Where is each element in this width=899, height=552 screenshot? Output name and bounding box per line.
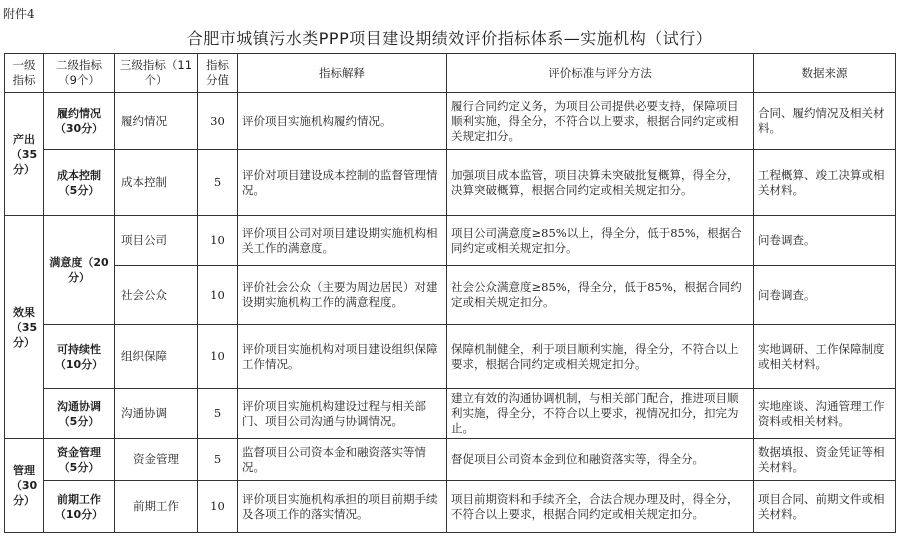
indicator-table <box>4 53 896 533</box>
header-row <box>5 54 896 93</box>
level2-sustainability: 可持续性（10分） <box>44 325 115 389</box>
criteria-cell: 项目前期资料和手续齐全，合法合规办理及时，得全分，不符合以上要求，根据合同约定或相关规定扣分。 <box>447 481 754 533</box>
explanation-cell: 评价项目公司对项目建设期实施机构相关工作的满意度。 <box>238 216 447 266</box>
header-source: 数据来源 <box>754 54 896 93</box>
source-cell: 工程概算、竣工决算或相关材料。 <box>754 150 896 216</box>
source-cell: 问卷调查。 <box>754 216 896 266</box>
source-cell: 实地调研、工作保障制度或相关材料。 <box>754 325 896 389</box>
table-row <box>5 266 896 325</box>
criteria-cell: 保障机制健全，利于项目顺利实施，得全分，不符合以上要求，根据合同约定或相关规定扣分。 <box>447 325 754 389</box>
source-cell: 数据填报、资金凭证等相关材料。 <box>754 439 896 481</box>
level3-cell: 组织保障 <box>115 325 198 389</box>
source-cell: 实地座谈、沟通管理工作资料或相关材料。 <box>754 389 896 439</box>
level3-cell: 沟通协调 <box>115 389 198 439</box>
header-level1: 一级指标 <box>5 54 44 93</box>
level1-management: 管理（30分） <box>5 439 44 533</box>
level3-cell: 前期工作 <box>115 481 198 533</box>
level3-cell: 资金管理 <box>115 439 198 481</box>
level2-preliminary: 前期工作（10分） <box>44 481 115 533</box>
header-score: 指标分值 <box>198 54 238 93</box>
criteria-cell: 加强项目成本监管，项目决算未突破批复概算，得全分，决算突破概算，根据合同约定或相关规定扣分。 <box>447 150 754 216</box>
attachment-label: 附件4 <box>3 7 35 21</box>
explanation-cell: 监督项目公司资本金和融资落实等情况。 <box>238 439 447 481</box>
level2-communication: 沟通协调（5分） <box>44 389 115 439</box>
source-cell: 合同、履约情况及相关材料。 <box>754 93 896 150</box>
score-cell: 10 <box>198 325 238 389</box>
header-level3: 三级指标（11个） <box>115 54 198 93</box>
explanation-cell: 评价项目实施机构履约情况。 <box>238 93 447 150</box>
table-row <box>5 389 896 439</box>
score-cell: 10 <box>198 266 238 325</box>
score-cell: 10 <box>198 216 238 266</box>
score-cell: 5 <box>198 150 238 216</box>
criteria-cell: 履行合同约定义务，为项目公司提供必要支持，保障项目顺利实施，得全分，不符合以上要求，根据合同约定或相关规定扣分。 <box>447 93 754 150</box>
score-cell: 30 <box>198 93 238 150</box>
level1-effect: 效果（35分） <box>5 216 44 439</box>
level3-cell: 履约情况 <box>115 93 198 150</box>
level2-performance: 履约情况（30分） <box>44 93 115 150</box>
source-cell: 项目合同、前期文件或相关材料。 <box>754 481 896 533</box>
explanation-cell: 评价社会公众（主要为周边居民）对建设期实施机构工作的满意程度。 <box>238 266 447 325</box>
level2-fund: 资金管理（5分） <box>44 439 115 481</box>
table-row <box>5 150 896 216</box>
explanation-cell: 评价项目实施机构建设过程与相关部门、项目公司沟通与协调情况。 <box>238 389 447 439</box>
table-row <box>5 439 896 481</box>
score-cell: 5 <box>198 439 238 481</box>
level3-cell: 成本控制 <box>115 150 198 216</box>
table-row <box>5 93 896 150</box>
score-cell: 5 <box>198 389 238 439</box>
explanation-cell: 评价项目实施机构对项目建设组织保障工作情况。 <box>238 325 447 389</box>
header-explanation: 指标解释 <box>238 54 447 93</box>
level3-cell: 社会公众 <box>115 266 198 325</box>
criteria-cell: 督促项目公司资本金到位和融资落实等，得全分。 <box>447 439 754 481</box>
criteria-cell: 建立有效的沟通协调机制，与相关部门配合，推进项目顺利实施，得全分，不符合以上要求，视情况扣分，扣完为止。 <box>447 389 754 439</box>
criteria-cell: 社会公众满意度≥85%，得全分，低于85%，根据合同约定或相关规定扣分。 <box>447 266 754 325</box>
header-criteria: 评价标准与评分方法 <box>447 54 754 93</box>
table-row <box>5 216 896 266</box>
level3-cell: 项目公司 <box>115 216 198 266</box>
header-level2: 二级指标（9个） <box>44 54 115 93</box>
page-title: 合肥市城镇污水类PPP项目建设期绩效评价指标体系—实施机构（试行） <box>186 29 713 48</box>
source-cell: 问卷调查。 <box>754 266 896 325</box>
explanation-cell: 评价项目实施机构承担的项目前期手续及各项工作的落实情况。 <box>238 481 447 533</box>
explanation-cell: 评价对项目建设成本控制的监督管理情况。 <box>238 150 447 216</box>
table-row <box>5 325 896 389</box>
level2-satisfaction: 满意度（20分） <box>44 216 115 325</box>
level2-cost: 成本控制（5分） <box>44 150 115 216</box>
table-row <box>5 481 896 533</box>
level1-output: 产出（35分） <box>5 93 44 216</box>
score-cell: 10 <box>198 481 238 533</box>
criteria-cell: 项目公司满意度≥85%以上，得全分，低于85%，根据合同约定或相关规定扣分。 <box>447 216 754 266</box>
